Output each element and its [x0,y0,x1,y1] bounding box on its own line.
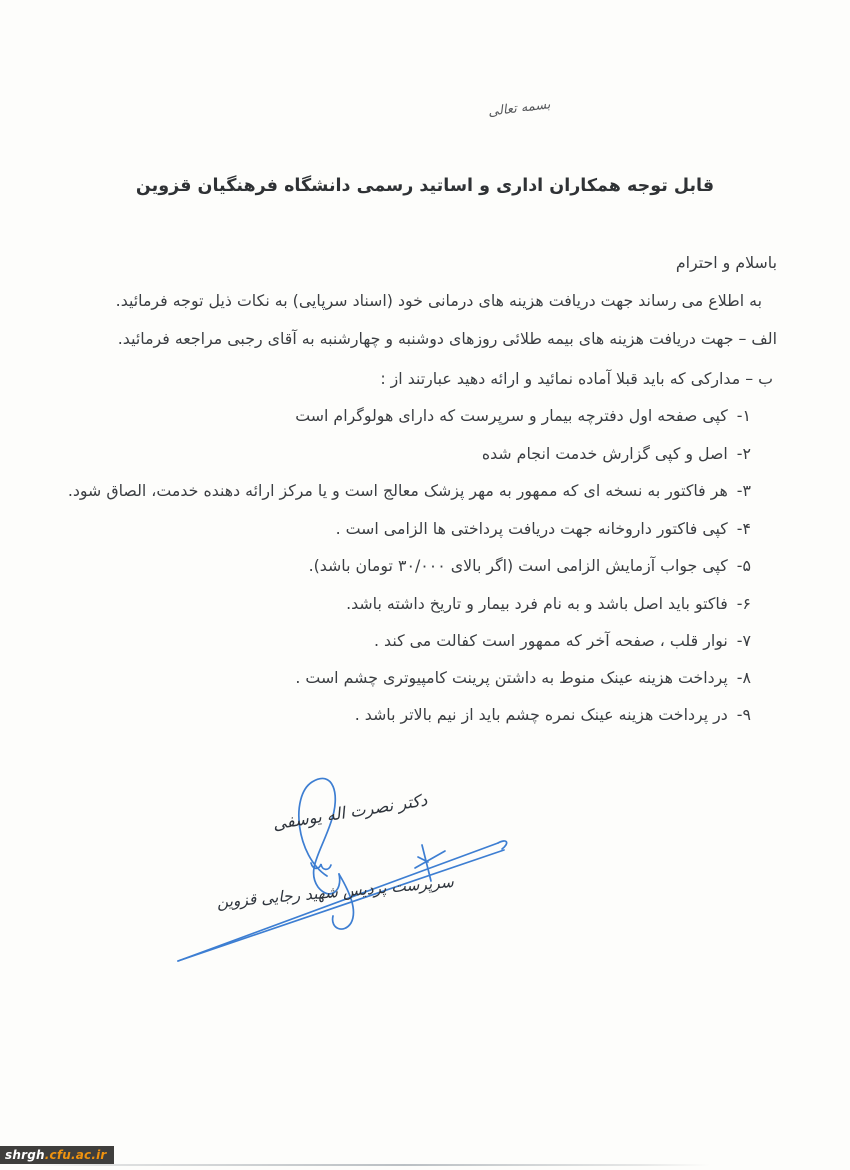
item-text: در پرداخت هزینه عینک نمره چشم باید از نیم بالاتر باشد . [354,705,728,724]
item-number: ۷- [736,631,751,650]
item-number: ۸- [736,668,751,687]
item-text: کپی جواب آزمایش الزامی است (اگر بالای ۳۰/۰۰۰ تومان باشد). [308,556,728,575]
item-number: ۳- [736,481,751,500]
besmele-header: بسمه تعالی [486,97,551,120]
item-text: پرداخت هزینه عینک منوط به داشتن پرینت کامپیوتری چشم است . [295,668,728,687]
list-item-9 [60,704,777,726]
list-item-7 [60,630,777,652]
item-text: فاکتو باید اصل باشد و به نام فرد بیمار و تاریخ داشته باشد. [346,594,728,613]
list-item-5 [60,555,777,577]
item-text: اصل و کپی گزارش خدمت انجام شده [481,444,728,463]
item-number: ۵- [736,556,751,575]
signatory-name: دکتر نصرت اله یوسفی [271,790,429,834]
site-watermark [0,1146,114,1164]
scan-edge-artifact [30,1164,710,1166]
item-number: ۴- [736,519,751,538]
intro-line: به اطلاع می رساند جهت دریافت هزینه های درمانی خود (اسناد سرپایی) به نکات ذیل توجه فرمائید. [115,291,762,310]
greeting-line: باسلام و احترام [675,253,777,272]
item-number: ۹- [736,705,751,724]
item-text: کپی صفحه اول دفترچه بیمار و سرپرست که دارای هولوگرام است [295,406,728,425]
section-be: ب – مدارکی که باید قبلا آماده نمائید و ارائه دهید عبارتند از : [380,369,773,388]
list-item-2 [60,443,777,465]
watermark-domain: .cfu.ac.ir [44,1148,107,1162]
item-number: ۱- [736,406,751,425]
item-text: کپی فاکتور داروخانه جهت دریافت پرداختی ها الزامی است . [335,519,728,538]
list-item-1 [60,405,777,427]
list-item-3 [60,480,777,502]
item-text: نوار قلب ، صفحه آخر که ممهور است کفالت می کند . [373,631,728,650]
list-item-8 [60,667,777,689]
item-number: ۶- [736,594,751,613]
letter-title: قابل توجه همکاران اداری و اساتید رسمی دانشگاه فرهنگیان قزوین [135,176,715,196]
item-number: ۲- [736,444,751,463]
section-alef: الف – جهت دریافت هزینه های بیمه طلائی روزهای دوشنبه و چهارشنبه به آقای رجبی مراجعه فرمائید. [117,329,777,348]
list-item-4 [60,518,777,540]
item-text: هر فاکتور به نسخه ای که ممهور به مهر پزشک معالج است و یا مرکز ارائه دهنده خدمت، الصاق شود. [67,481,728,500]
signatory-role: سرپرست پردیس شهید رجایی قزوین [216,872,455,912]
watermark-site: shrgh [5,1148,45,1162]
list-item-6 [60,593,777,615]
